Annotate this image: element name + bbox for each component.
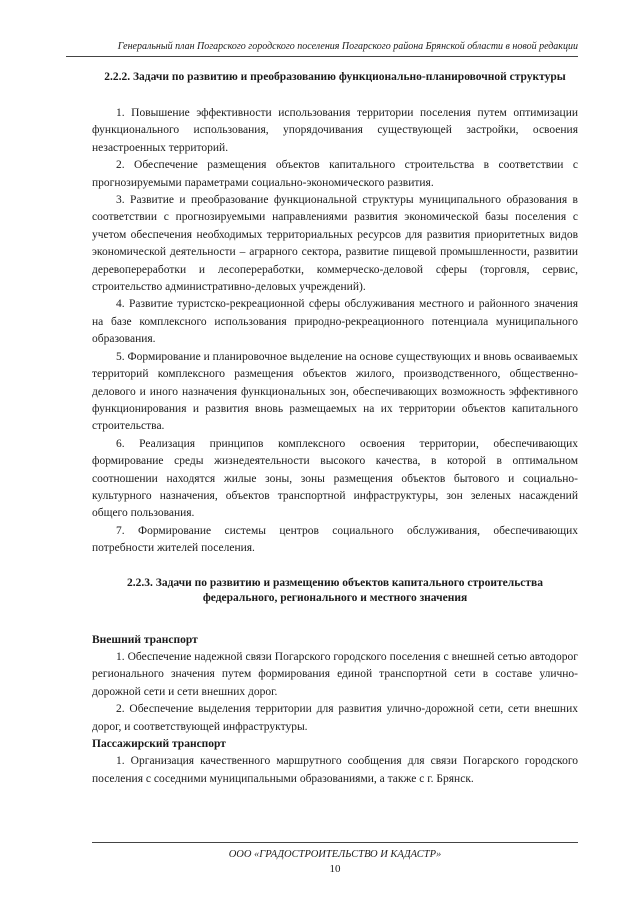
paragraph: 2. Обеспечение выделения территории для развития улично-дорожной сети, сети внешних дорог, и соответствующей инфраструктуры.: [92, 703, 578, 733]
paragraph: 3. Развитие и преобразование функциональной структуры муниципального образования в соответствии с прогнозируемыми направлениями развития экономической базы поселения с учетом обеспечения необходимых территориальных ресурсов для развития приоритетных видов экономической деятельности – аграрного сектора, развитие пищевой промышленности, развитии деревопереработки и лесопереработки, коммерческо-деловой сферы (торговля, сервис, строительство административно-деловых учреждений).: [92, 194, 578, 294]
paragraph: 4. Развитие туристско-рекреационной сферы обслуживания местного и районного значения на базе комплексного использования природно-рекреационного потенциала муниципального образования.: [92, 298, 578, 346]
footer-company: ООО «ГРАДОСТРОИТЕЛЬСТВО И КАДАСТР»: [228, 849, 442, 860]
paragraph: 2. Обеспечение размещения объектов капитального строительства в соответствии с прогнозируемыми параметрами социально-экономического развития.: [92, 159, 578, 189]
paragraph: 6. Реализация принципов комплексного освоения территории, обеспечивающих формирование среды жизнедеятельности высокого качества, в которой в оптимальном соотношении находятся жилые зоны, зоны размещения объектов бытового и социально-культурного назначения, объектов транспортной инфраструктуры, зон зеленых насаждений общего пользования.: [92, 437, 578, 520]
paragraph: 5. Формирование и планировочное выделение на основе существующих и вновь осваиваемых территорий комплексного размещения объектов жилого, производственного, общественно-делового и иного назначения функциональных зон, обеспечивающих возможность эффективного функционирования и развития вновь размещаемых на их территории объектов капитального строительства.: [92, 350, 578, 433]
footer-rule: [92, 842, 578, 843]
page-number: 10: [329, 863, 341, 875]
section-title-2-2-3: 2.2.3. Задачи по развитию и размещению объектов капитального строительства федерального, регионального и местного значения: [127, 576, 543, 604]
running-header: Генеральный план Погарского городского поселения Погарского района Брянской области в новой редакции: [117, 41, 578, 52]
subheading-external-transport: Внешний транспорт: [92, 633, 198, 646]
paragraph: 1. Повышение эффективности использования территории поселения путем оптимизации функционального использования, упорядочивания существующей застройки, освоения незастроенных территорий.: [92, 107, 578, 154]
paragraph: 7. Формирование системы центров социального обслуживания, обеспечивающих потребности жителей поселения.: [92, 524, 578, 555]
subheading-passenger-transport: Пассажирский транспорт: [92, 738, 226, 750]
page-content: [92, 70, 578, 788]
paragraph: 1. Организация качественного маршрутного сообщения для связи Погарского городского поселения с соседними муниципальными образованиями, а также с г. Брянск.: [92, 755, 578, 785]
section-title-2-2-2: 2.2.2. Задачи по развитию и преобразованию функционально-планировочной структуры: [104, 71, 566, 83]
paragraph: 1. Обеспечение надежной связи Погарского городского поселения с внешней сетью автодорог регионального значения путем формирования единой транспортной сети в составе улично-дорожной сети и сети внешних дорог.: [92, 650, 578, 698]
header-rule: [66, 56, 578, 57]
